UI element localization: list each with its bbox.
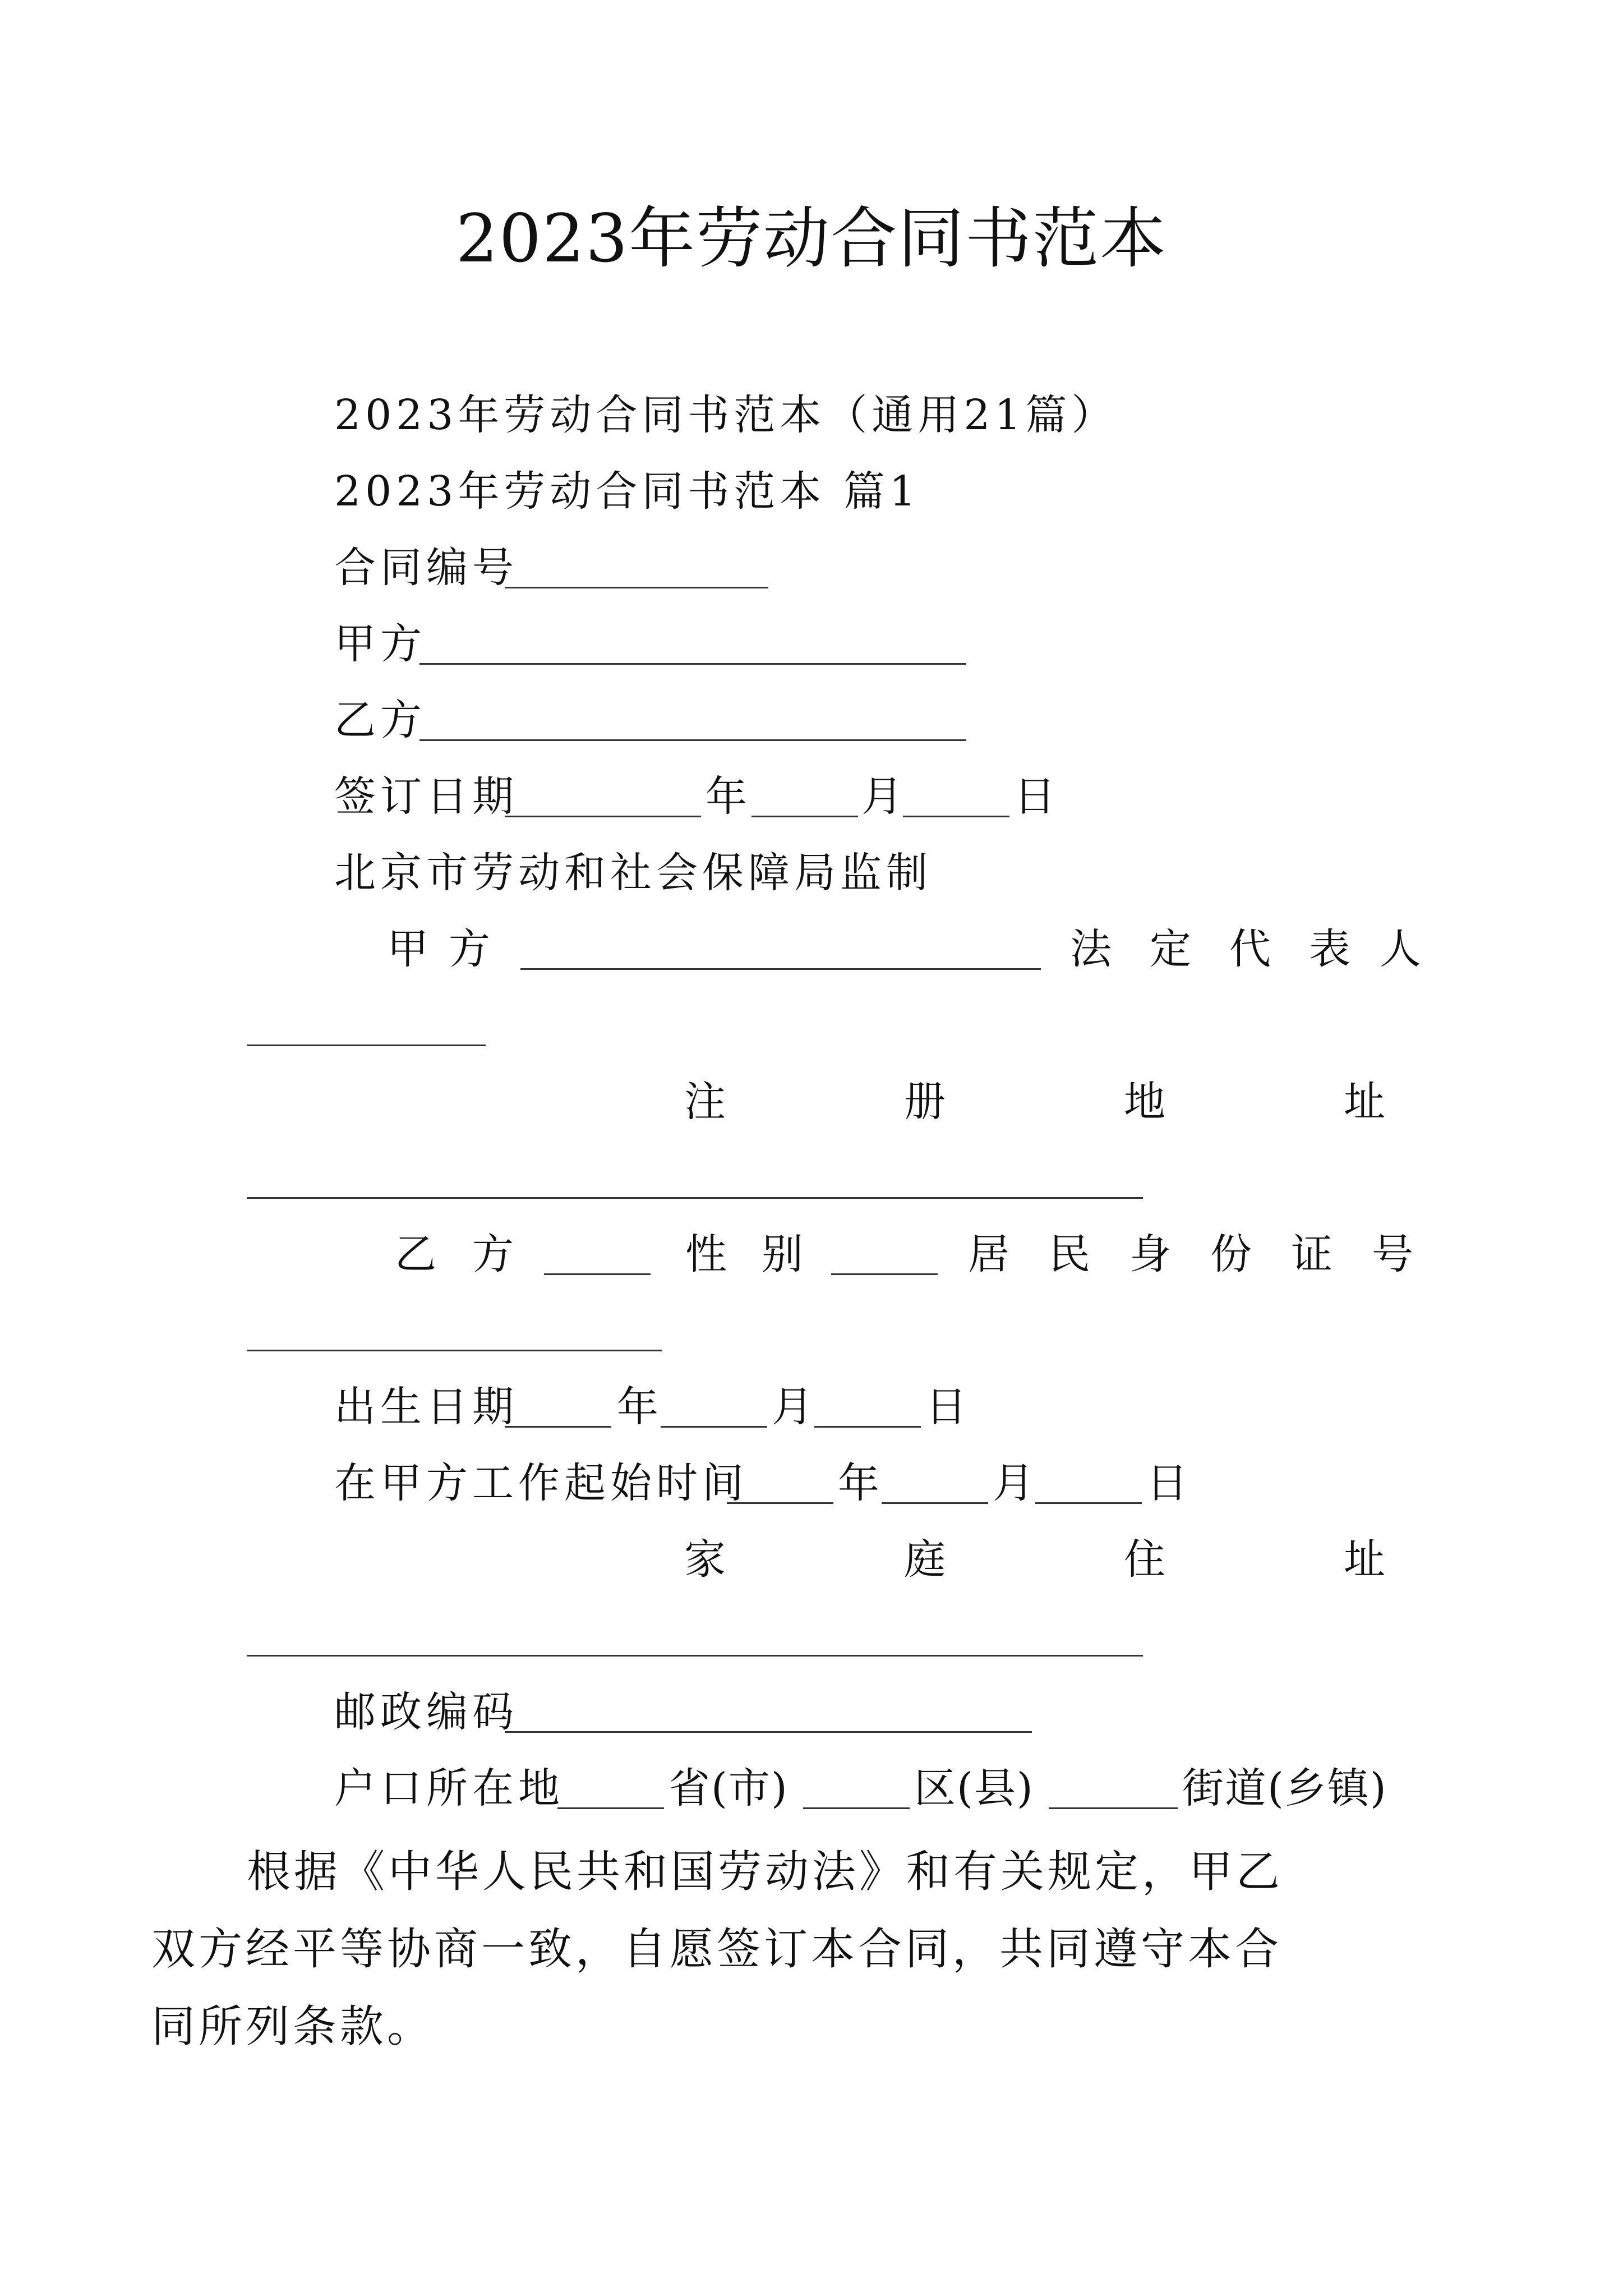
party-a-name-blank[interactable] xyxy=(520,968,1041,970)
birth-year-blank[interactable] xyxy=(505,1426,611,1428)
birth-year-text: 年 xyxy=(617,1383,663,1431)
start-month-blank[interactable] xyxy=(882,1502,988,1504)
party-a-label: 甲方 xyxy=(334,620,426,668)
party-b-label: 乙方 xyxy=(334,696,426,744)
party-b-blank[interactable] xyxy=(419,739,966,741)
hukou-label: 户口所在地 xyxy=(334,1764,564,1812)
id-no-char-3: 身 xyxy=(1129,1230,1171,1278)
id-no-blank[interactable] xyxy=(247,1350,662,1351)
sign-year-blank[interactable] xyxy=(505,816,701,817)
document-title: 2023年劳动合同书范本 xyxy=(455,200,1168,277)
start-year-blank[interactable] xyxy=(727,1502,833,1504)
postal-code-label: 邮政编码 xyxy=(334,1688,518,1736)
party-a-blank[interactable] xyxy=(419,663,966,665)
start-year-text: 年 xyxy=(838,1459,884,1507)
hukou-street-text: 街道(乡镇) xyxy=(1182,1764,1387,1812)
id-no-char-4: 份 xyxy=(1210,1230,1252,1278)
preamble-paragraph: 根据《中华人民共和国劳动法》和有关规定，甲乙双方经平等协商一致，自愿签订本合同，共同遵守本合同所列条款。 xyxy=(151,1847,1284,2052)
birth-date-label: 出生日期 xyxy=(334,1383,518,1431)
gender-char-2: 别 xyxy=(762,1230,803,1278)
start-work-label: 在甲方工作起始时间 xyxy=(334,1459,748,1507)
section-heading: 2023年劳动合同书范本 篇1 xyxy=(334,467,920,516)
postal-code-blank[interactable] xyxy=(505,1731,1032,1733)
sign-year-text: 年 xyxy=(706,772,751,821)
legal-rep-char-2: 定 xyxy=(1150,925,1191,973)
start-day-blank[interactable] xyxy=(1035,1502,1142,1504)
legal-rep-char-4: 表 xyxy=(1309,925,1350,973)
hukou-province-text: 省(市) xyxy=(668,1764,789,1812)
hukou-district-text: 区(县) xyxy=(914,1764,1034,1812)
legal-rep-char-1: 法 xyxy=(1070,925,1112,973)
party-b-spaced-2: 方 xyxy=(472,1230,514,1278)
contract-no-blank[interactable] xyxy=(505,587,768,588)
home-address-blank[interactable] xyxy=(247,1655,1143,1657)
sign-day-text: 日 xyxy=(1014,772,1060,821)
birth-month-text: 月 xyxy=(772,1383,818,1431)
birth-month-blank[interactable] xyxy=(661,1426,767,1428)
hukou-district-blank[interactable] xyxy=(803,1807,910,1809)
start-day-text: 日 xyxy=(1146,1459,1192,1507)
sign-month-blank[interactable] xyxy=(751,816,858,817)
hukou-province-blank[interactable] xyxy=(557,1807,664,1809)
home-address-char-4: 址 xyxy=(1344,1535,1385,1584)
supervisor-text: 北京市劳动和社会保障局监制 xyxy=(334,849,932,897)
legal-rep-char-5: 人 xyxy=(1380,925,1421,973)
home-address-char-3: 住 xyxy=(1124,1535,1165,1584)
id-no-char-1: 居 xyxy=(968,1230,1009,1278)
id-no-char-2: 民 xyxy=(1049,1230,1090,1278)
reg-address-char-4: 址 xyxy=(1344,1078,1385,1126)
id-no-char-5: 证 xyxy=(1291,1230,1332,1278)
legal-rep-char-3: 代 xyxy=(1229,925,1271,973)
sign-date-label: 签订日期 xyxy=(334,772,518,821)
birth-day-blank[interactable] xyxy=(814,1426,921,1428)
birth-day-text: 日 xyxy=(925,1383,971,1431)
home-address-char-2: 庭 xyxy=(904,1535,946,1584)
party-a-spaced-2: 方 xyxy=(449,925,490,973)
home-address-char-1: 家 xyxy=(684,1535,726,1584)
gender-blank[interactable] xyxy=(831,1273,938,1275)
reg-address-char-3: 地 xyxy=(1124,1078,1165,1126)
reg-address-char-2: 册 xyxy=(904,1078,946,1126)
party-b-name-blank[interactable] xyxy=(544,1273,651,1275)
sign-month-text: 月 xyxy=(861,772,907,821)
hukou-street-blank[interactable] xyxy=(1049,1807,1178,1809)
subtitle: 2023年劳动合同书范本（通用21篇） xyxy=(334,391,1118,439)
legal-rep-blank[interactable] xyxy=(247,1045,486,1046)
start-month-text: 月 xyxy=(993,1459,1039,1507)
reg-address-char-1: 注 xyxy=(684,1078,726,1126)
gender-char-1: 性 xyxy=(685,1230,727,1278)
party-a-spaced-1: 甲 xyxy=(387,925,428,973)
contract-no-label: 合同编号 xyxy=(334,544,518,592)
party-b-spaced-1: 乙 xyxy=(395,1230,436,1278)
sign-day-blank[interactable] xyxy=(903,816,1009,817)
reg-address-blank[interactable] xyxy=(247,1197,1143,1199)
id-no-char-6: 号 xyxy=(1372,1230,1413,1278)
